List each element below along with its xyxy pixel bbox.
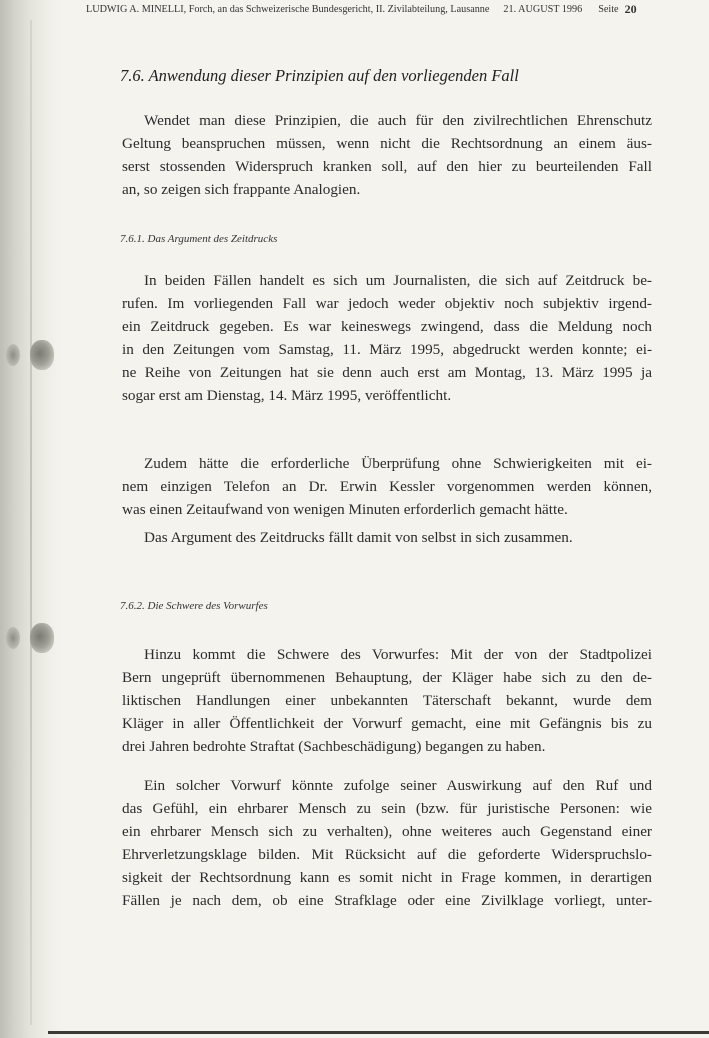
paragraph-zeitdruck-2	[122, 452, 652, 521]
text-line: sigkeit der Rechtsordnung kann es somit nicht in Frage kommen, in derartigen	[122, 869, 652, 886]
text-line: Zudem hätte die erforderliche Überprüfung ohne Schwierigkeiten mit ei-	[144, 455, 652, 472]
text-line: ein Zeitdruck gegeben. Es war keineswegs zwingend, dass die Meldung noch	[122, 318, 652, 335]
text-line: Bern ungeprüft übernommenen Behauptung, der Kläger habe sich zu den de-	[122, 669, 652, 686]
text-line: In beiden Fällen handelt es sich um Journalisten, die sich auf Zeitdruck be-	[144, 272, 652, 289]
text-line: Fällen je nach dem, ob eine Strafklage oder eine Zivilklage vorliegt, unter-	[122, 892, 652, 909]
punch-hole-upper	[30, 340, 54, 370]
paragraph-schwere-2	[122, 774, 652, 912]
text-line: rufen. Im vorliegenden Fall war jedoch weder objektiv noch subjektiv irgend-	[122, 295, 652, 312]
text-line: Kläger in aller Öffentlichkeit der Vorwurf gemacht, eine mit Gefängnis bis zu	[122, 715, 652, 732]
header-page-number: 20	[624, 1, 637, 16]
intro-paragraph	[122, 109, 652, 201]
text-line: nem einzigen Telefon an Dr. Erwin Kessler vorgenommen werden können,	[122, 478, 652, 495]
page-bottom-edge	[48, 1031, 709, 1034]
text-line: ne Reihe von Zeitungen hat sie denn auch erst am Montag, 13. März 1995 ja	[122, 364, 652, 381]
header-author: LUDWIG A. MINELLI, Forch, an das Schweizerische Bundesgericht, II. Zivilabteilung, Lausanne	[86, 3, 490, 15]
header-date: 21. AUGUST 1996	[503, 3, 583, 15]
text-line: Hinzu kommt die Schwere des Vorwurfes: Mit der von der Stadtpolizei	[144, 646, 652, 663]
text-line: liktischen Handlungen einer unbekannten Täterschaft bekannt, wurde dem	[122, 692, 652, 709]
punch-hole-shadow-upper	[6, 344, 20, 366]
paragraph-schwere-1	[122, 643, 652, 758]
text-line: an, so zeigen sich frappante Analogien.	[122, 181, 361, 198]
text-line: Das Argument des Zeitdrucks fällt damit von selbst in sich zusammen.	[144, 529, 573, 546]
text-line: in den Zeitungen vom Samstag, 11. März 1995, abgedruckt werden konnte; ei-	[122, 341, 652, 358]
text-line: das Gefühl, ein ehrbarer Mensch zu sein (bzw. für juristische Personen: wie	[122, 800, 652, 817]
subsection-title-2: 7.6.2. Die Schwere des Vorwurfes	[120, 600, 268, 612]
page-header	[86, 0, 706, 18]
punch-hole-lower	[30, 623, 54, 653]
section-title: 7.6. Anwendung dieser Prinzipien auf den vorliegenden Fall	[120, 66, 519, 85]
text-line: serst stossenden Widerspruch kranken soll, auf den hier zu beurteilenden Fall	[122, 158, 652, 175]
text-line: was einen Zeitaufwand von wenigen Minuten erforderlich gemacht hätte.	[122, 501, 568, 518]
text-line: drei Jahren bedrohte Straftat (Sachbeschädigung) begangen zu haben.	[122, 738, 546, 755]
text-line: Ein solcher Vorwurf könnte zufolge seiner Auswirkung auf den Ruf und	[144, 777, 652, 794]
binding-edge	[30, 20, 32, 1025]
text-line: Ehrverletzungsklage bilden. Mit Rücksicht auf die geforderte Widerspruchslo-	[122, 846, 652, 863]
text-line: ein ehrbarer Mensch sich zu verhalten), ohne weiteres auch Gegenstand einer	[122, 823, 652, 840]
subsection-title-1: 7.6.1. Das Argument des Zeitdrucks	[120, 233, 278, 245]
header-page-label: Seite	[598, 3, 619, 15]
paragraph-zeitdruck-1	[122, 269, 652, 407]
punch-hole-shadow-lower	[6, 627, 20, 649]
text-line: sogar erst am Dienstag, 14. März 1995, veröffentlicht.	[122, 387, 452, 404]
text-line: Geltung beanspruchen müssen, wenn nicht die Rechtsordnung an einem äus-	[122, 135, 652, 152]
text-line: Wendet man diese Prinzipien, die auch für den zivilrechtlichen Ehrenschutz	[144, 112, 652, 129]
paragraph-zeitdruck-3	[122, 526, 652, 549]
